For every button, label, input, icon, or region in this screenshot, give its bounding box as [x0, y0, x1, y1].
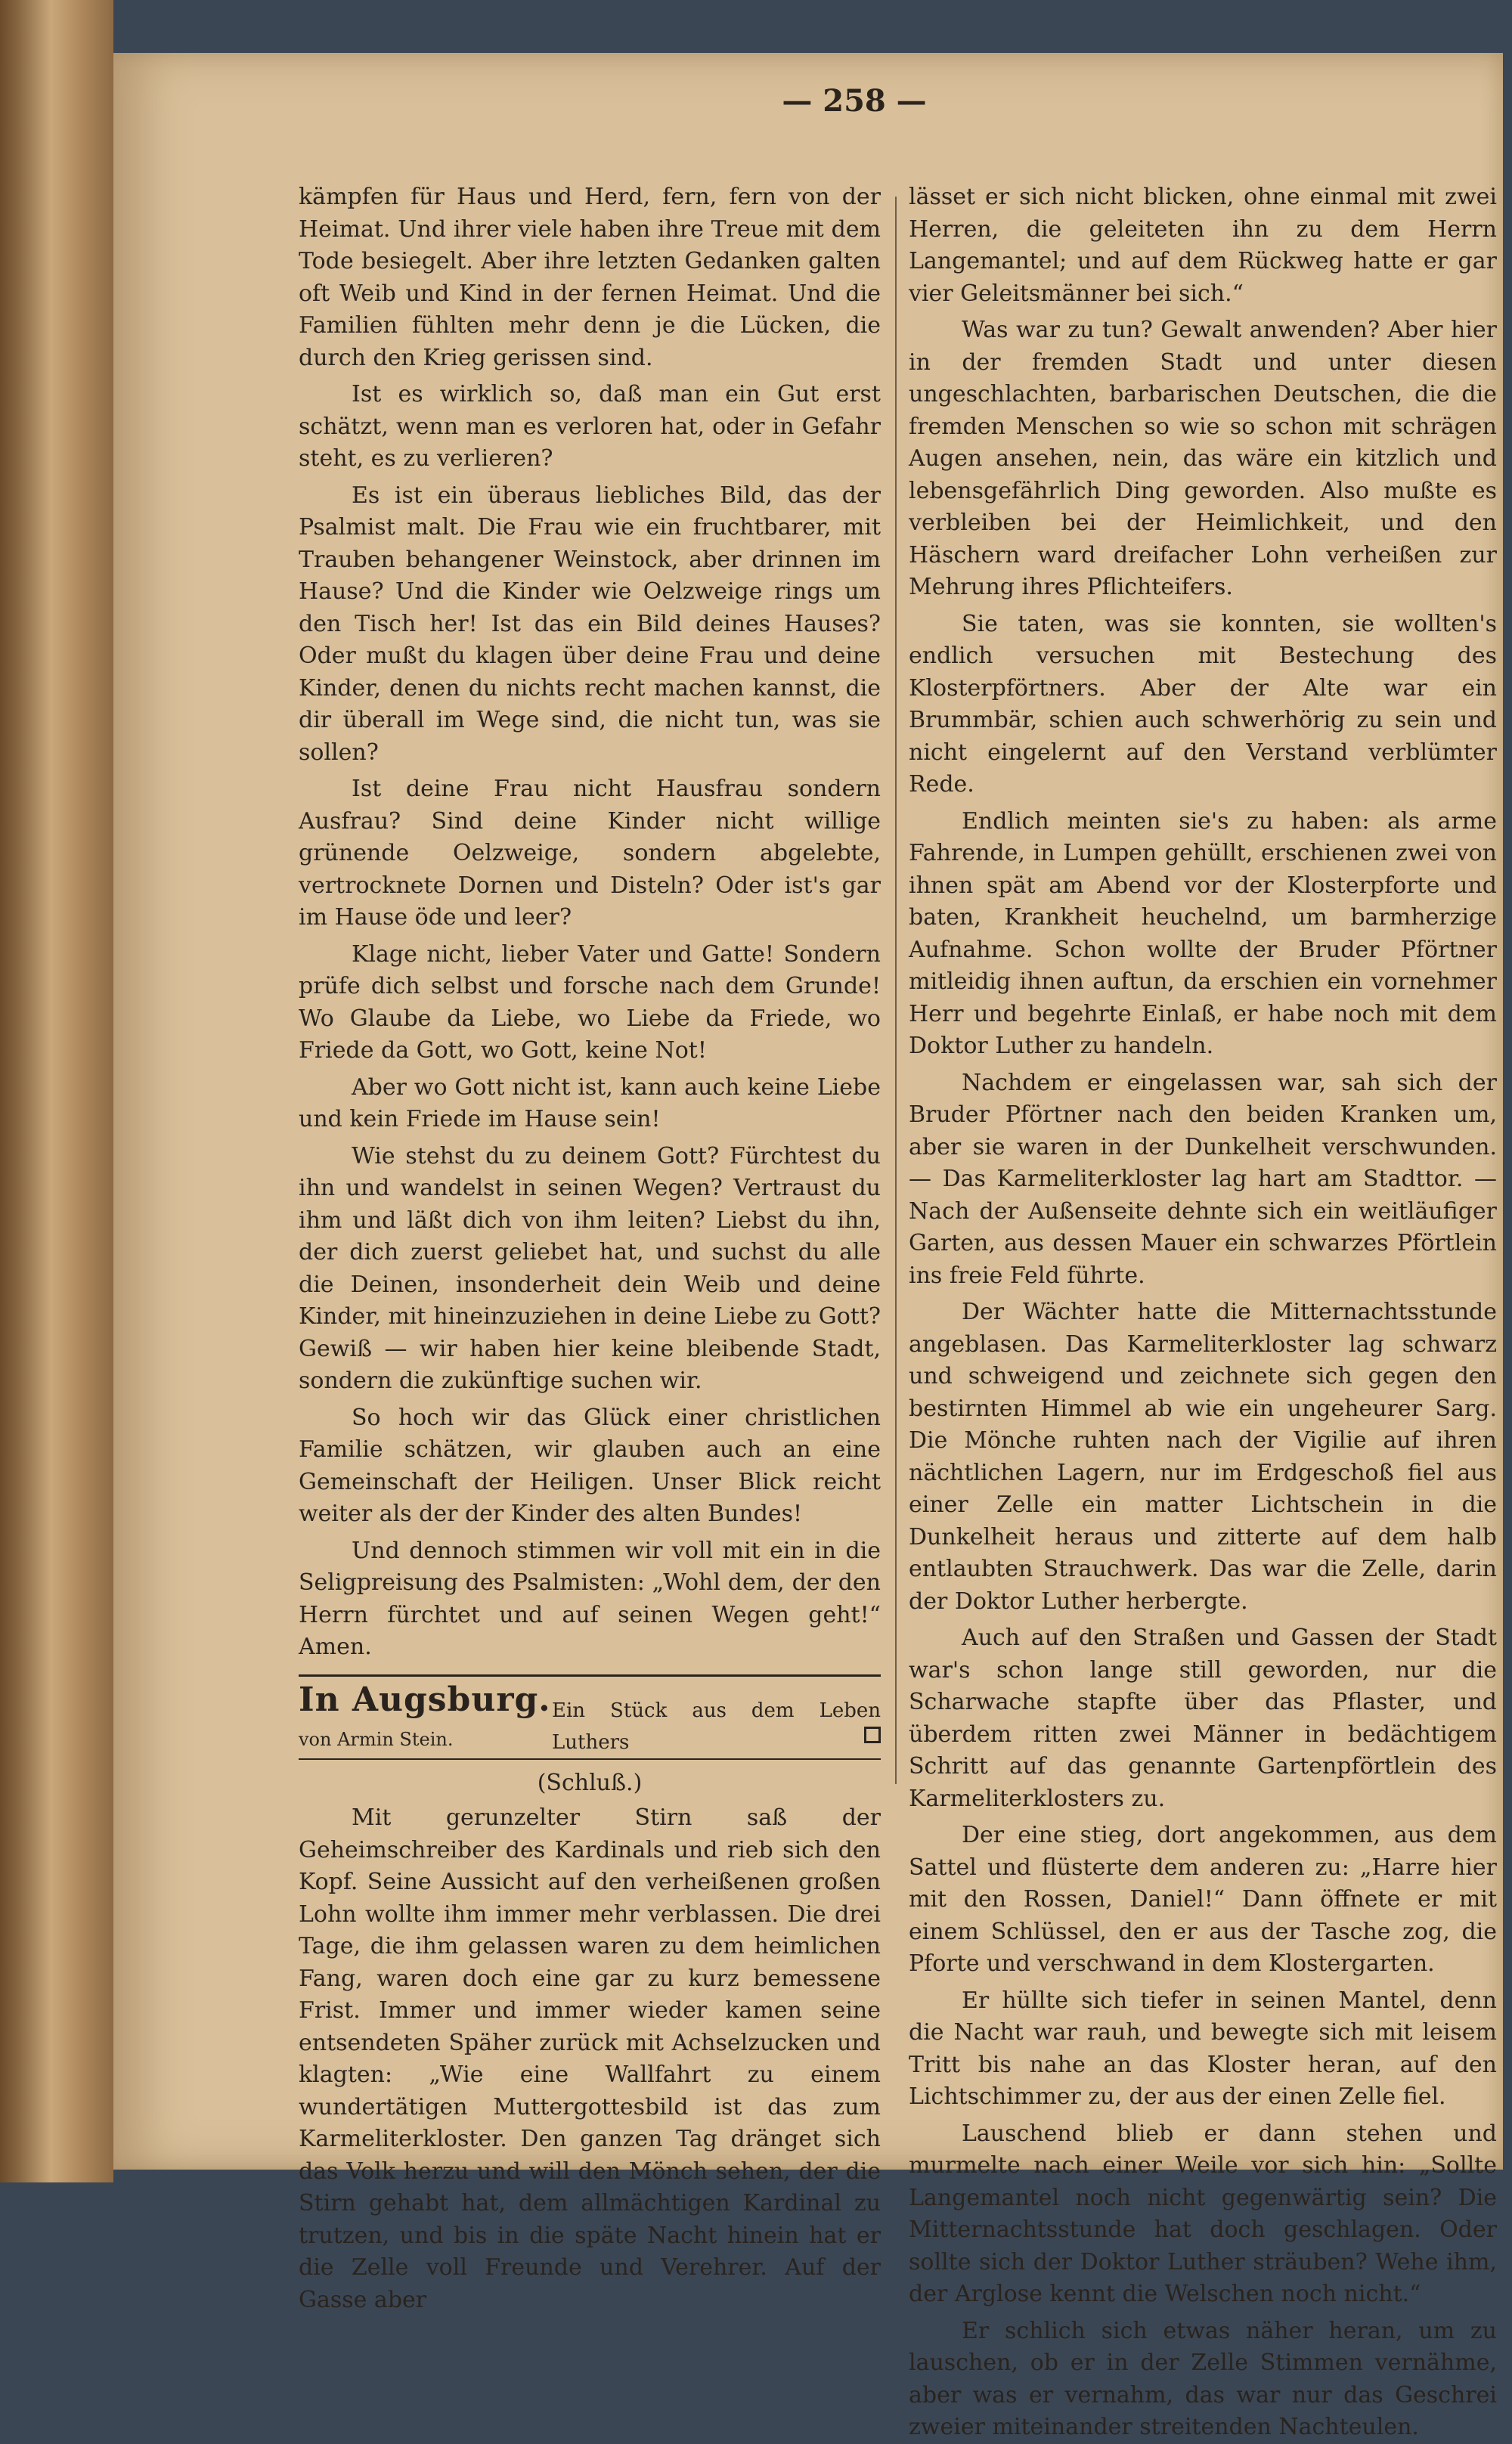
paragraph: Der Wächter hatte die Mitternachtsstunde angeblasen. Das Karmeliterkloster lag schwarz und schweigend und zeichnete sich gegen den bestirnten Himmel ab wie ein ungeheurer Sarg. Die Mönche ruhten nach der Vigilie auf ihren nächtlichen Lagern, nur im Erdgeschoß fiel aus einer Zelle ein matter Lichtschein in die Dunkelheit heraus und zitterte auf dem halb entlaubten Strauchwerk. Das war die Zelle, darin der Doktor Luther herbergte. — [909, 1299, 1497, 1615]
paragraph: Der eine stieg, dort angekommen, aus dem Sattel und flüsterte dem anderen zu: „Harre hier mit den Rossen, Daniel!“ Dann öffnete er mit einem Schlüssel, den er aus der Tasche zog, die Pforte und verschwand in dem Klostergarten. — [909, 1822, 1497, 1977]
column-divider — [895, 197, 897, 1784]
paragraph: Mit gerunzelter Stirn saß der Geheimschreiber des Kardinals und rieb sich den Kopf. Seine Aussicht auf den verheißenen großen Lohn wollte ihm immer mehr verblassen. Die drei Tage, die ihm gelassen waren zu dem heimlichen Fang, waren doch eine gar zu kurz bemessene Frist. Immer und immer wieder kamen seine entsendeten Späher zurück mit Achselzucken und klagten: „Wie eine Wallfahrt zu einem wundertätigen Muttergottesbild ist das zum Karmeliterkloster. Den ganzen Tag dränget sich das Volk herzu und will den Mönch sehen, der die Stirn gehabt hat, dem allmächtigen Kardinal zu trutzen, und bis in die späte Nacht hinein hat er die Zelle voll Freunde und Verehrer. Auf der Gasse aber — [299, 1804, 881, 2313]
left-column — [299, 181, 881, 2313]
paragraph: Nachdem er eingelassen war, sah sich der Bruder Pförtner nach den beiden Kranken um, aber sie waren in der Dunkelheit verschwunden. — Das Karmeliterkloster lag hart am Stadttor. — Nach der Außenseite dehnte sich ein weitläufiger Garten, aus dessen Mauer ein schwarzes Pförtlein ins freie Feld führte. — [909, 1069, 1497, 1289]
section-rule — [299, 1674, 881, 1677]
conclusion-label: (Schluß.) — [537, 1769, 643, 1796]
paragraph: Wie stehst du zu deinem Gott? Fürchtest du ihn und wandelst in seinen Wegen? Vertraust du ihm und läßt dich von ihm leiten? Liebst du ihn, der dich zuerst geliebet hat, und suchst du alle die Deinen, insonderheit dein Weib und deine Kinder, mit hineinzuziehen in deine Liebe zu Gott? Gewiß — wir haben hier keine bleibende Stadt, sondern die zukünftige suchen wir. — [299, 1142, 881, 1394]
paragraph: Sie taten, was sie konnten, sie wollten's endlich versuchen mit Bestechung des Klosterpförtners. Aber der Alte war ein Brummbär, schien auch schwerhörig zu sein und nicht eingelernt auf den Verstand verblümter Rede. — [909, 610, 1497, 798]
page-number: — 258 — — [782, 83, 927, 119]
paragraph: Und dennoch stimmen wir voll mit ein in die Seligpreisung des Psalmisten: „Wohl dem, der den Herrn fürchtet und auf seinen Wegen geht!“ Amen. — [299, 1537, 881, 1660]
paragraph: Er schlich sich etwas näher heran, um zu lauschen, ob er in der Zelle Stimmen vernähme, aber was er vernahm, das war nur das Geschrei zweier miteinander streitenden Nachteulen. — [909, 2317, 1497, 2440]
right-column — [909, 181, 1497, 2440]
paragraph: Es ist ein überaus liebliches Bild, das der Psalmist malt. Die Frau wie ein fruchtbarer, mit Trauben behangener Weinstock, aber drinnen im Hause? Und die Kinder wie Oelzweige rings um den Tisch her! Ist das ein Bild deines Hauses? Oder mußt du klagen über deine Frau und deine Kinder, denen du nichts recht machen kannst, die dir überall im Wege sind, die nicht tun, was sie sollen? — [299, 482, 881, 766]
paragraph: So hoch wir das Glück einer christlichen Familie schätzen, wir glauben auch an eine Gemeinschaft der Heiligen. Unser Blick reicht weiter als der der Kinder des alten Bundes! — [299, 1404, 881, 1527]
story-subtitle: Ein Stück aus dem Leben Luthers — [552, 1699, 881, 1754]
paragraph: lässet er sich nicht blicken, ohne einmal mit zwei Herren, die geleiteten ihn zu dem Herrn Langemantel; und auf dem Rückweg hatte er gar vier Geleitsmänner bei sich.“ — [909, 184, 1497, 307]
paragraph: Aber wo Gott nicht ist, kann auch keine Liebe und kein Friede im Hause sein! — [299, 1073, 881, 1132]
paragraph: Klage nicht, lieber Vater und Gatte! Sondern prüfe dich selbst und forsche nach dem Grunde! Wo Glaube da Liebe, wo Liebe da Friede, wo Friede da Gott, wo Gott, keine Not! — [299, 940, 881, 1064]
paragraph: Ist es wirklich so, daß man ein Gut erst schätzt, wenn man es verloren hat, oder in Gefahr steht, es zu verlieren? — [299, 381, 881, 472]
paragraph: Was war zu tun? Gewalt anwenden? Aber hier in der fremden Stadt und unter diesen ungeschlachten, barbarischen Deutschen, die die fremden Menschen so wie so schon mit schrägen Augen ansehen, nein, das wäre ein kitzlich und lebensgefährlich Ding geworden. Also mußte es verbleiben bei der Heimlichkeit, und den Häschern ward dreifacher Lohn verheißen zur Mehrung ihres Pflichteifers. — [909, 317, 1497, 600]
book-spine-edge — [0, 0, 113, 2182]
story-title: In Augsburg. — [299, 1680, 551, 1719]
story-heading — [299, 1680, 881, 1754]
ornament-box — [864, 1727, 881, 1743]
paragraph: Endlich meinten sie's zu haben: als arme Fahrende, in Lumpen gehüllt, erschienen zwei von ihnen spät am Abend vor der Klosterpforte und baten, Krankheit heuchelnd, um barmherzige Aufnahme. Schon wollte der Bruder Pförtner mitleidig ihnen auftun, da erschien ein vornehmer Herr und begehrte Einlaß, er habe noch mit dem Doktor Luther zu handeln. — [909, 807, 1497, 1059]
paragraph: Er hüllte sich tiefer in seinen Mantel, denn die Nacht war rauh, und bewegte sich mit leisem Tritt bis nahe an das Kloster heran, auf den Lichtschimmer zu, der aus der einen Zelle fiel. — [909, 1987, 1497, 2110]
paragraph: kämpfen für Haus und Herd, fern, fern von der Heimat. Und ihrer viele haben ihre Treue mit dem Tode besiegelt. Aber ihre letzten Gedanken galten oft Weib und Kind in der fernen Heimat. Und die Familien fühlten mehr denn je die Lücken, die durch den Krieg gerissen sind. — [299, 184, 881, 371]
paragraph: Lauschend blieb er dann stehen und murmelte nach einer Weile vor sich hin: „Sollte Langemantel noch nicht gegenwärtig sein? Die Mitternachtsstunde hat doch geschlagen. Oder sollte sich der Doktor Luther sträuben? Wehe ihm, der Arglose kennt die Welschen noch nicht.“ — [909, 2120, 1497, 2307]
paragraph: Auch auf den Straßen und Gassen der Stadt war's schon lange still geworden, nur die Scharwache stapfte über das Pflaster, und überdem ritten zwei Männer in bedächtigem Schritt auf das genannte Gartenpförtlein des Karmeliterklosters zu. — [909, 1625, 1497, 1812]
paragraph: Ist deine Frau nicht Hausfrau sondern Ausfrau? Sind deine Kinder nicht willige grünende Oelzweige, sondern abgelebte, vertrocknete Dornen und Disteln? Oder ist's gar im Hause öde und leer? — [299, 776, 881, 931]
story-author: von Armin Stein. — [299, 1728, 454, 1750]
